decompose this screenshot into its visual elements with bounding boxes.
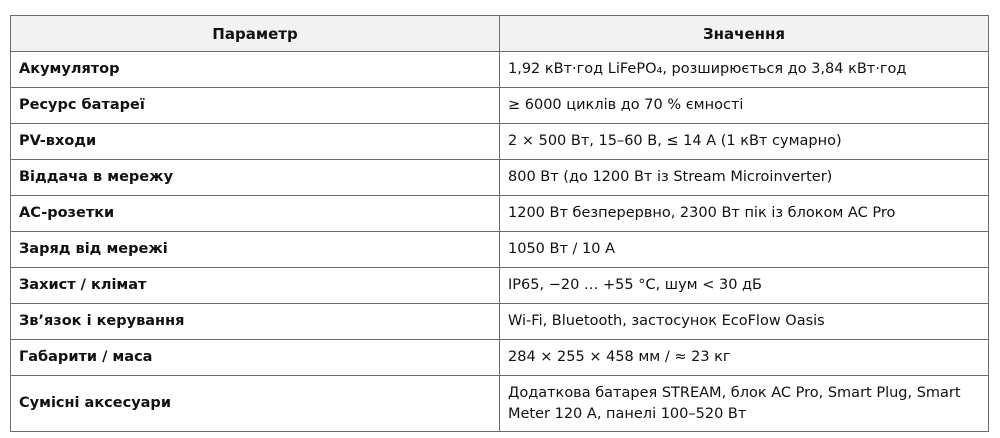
spec-table-container <box>10 15 988 432</box>
value-cell: 1200 Вт безперервно, 2300 Вт пік із блоком AC Pro <box>500 196 989 232</box>
value-cell: Wi‑Fi, Bluetooth, застосунок EcoFlow Oasis <box>500 304 989 340</box>
value-cell: 284 × 255 × 458 мм / ≈ 23 кг <box>500 340 989 376</box>
table-row <box>11 124 989 160</box>
table-row <box>11 160 989 196</box>
param-cell: Зв’язок і керування <box>11 304 500 340</box>
table-row <box>11 304 989 340</box>
param-cell: Габарити / маса <box>11 340 500 376</box>
table-row <box>11 340 989 376</box>
param-cell: Акумулятор <box>11 52 500 88</box>
spec-table <box>10 15 989 432</box>
table-row <box>11 88 989 124</box>
value-cell: 2 × 500 Вт, 15–60 В, ≤ 14 А (1 кВт сумарно) <box>500 124 989 160</box>
value-cell: 800 Вт (до 1200 Вт із Stream Microinverter) <box>500 160 989 196</box>
value-cell: ≥ 6000 циклів до 70 % ємності <box>500 88 989 124</box>
param-cell: Ресурс батареї <box>11 88 500 124</box>
header-parameter: Параметр <box>11 16 500 52</box>
table-header-row <box>11 16 989 52</box>
value-cell: 1,92 кВт·год LiFePO₄, розширюється до 3,84 кВт·год <box>500 52 989 88</box>
value-cell: IP65, −20 … +55 °C, шум < 30 дБ <box>500 268 989 304</box>
table-row <box>11 196 989 232</box>
table-row <box>11 376 989 432</box>
value-cell: 1050 Вт / 10 А <box>500 232 989 268</box>
param-cell: Сумісні аксесуари <box>11 376 500 432</box>
param-cell: Віддача в мережу <box>11 160 500 196</box>
param-cell: AC-розетки <box>11 196 500 232</box>
table-row <box>11 232 989 268</box>
param-cell: Захист / клімат <box>11 268 500 304</box>
value-cell: Додаткова батарея STREAM, блок AC Pro, Smart Plug, Smart Meter 120 А, панелі 100–520 Вт <box>500 376 989 432</box>
table-row <box>11 268 989 304</box>
param-cell: Заряд від мережі <box>11 232 500 268</box>
table-row <box>11 52 989 88</box>
header-value: Значення <box>500 16 989 52</box>
param-cell: PV-входи <box>11 124 500 160</box>
